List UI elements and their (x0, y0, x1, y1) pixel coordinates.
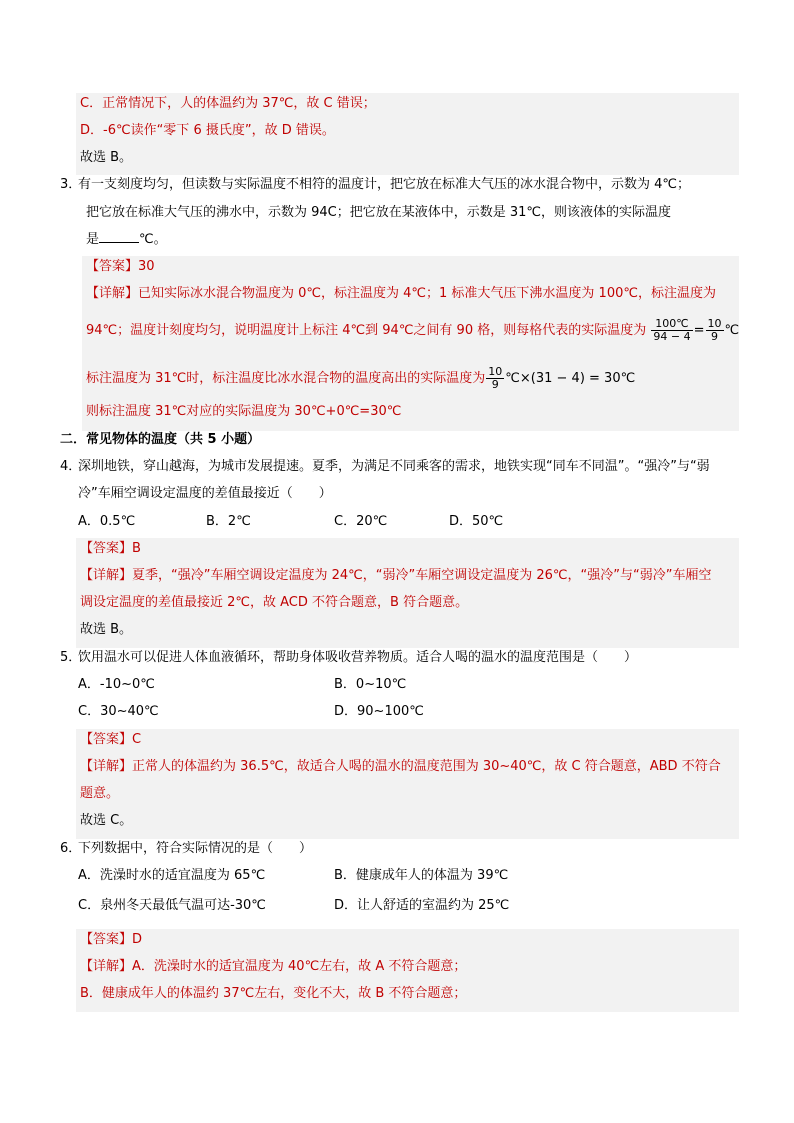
detail-line (86, 284, 716, 304)
detail-line-c: C．正常情况下，人的体温约为 37℃，故 C 错误； (80, 96, 376, 111)
choose-line: 故选 B。 (80, 622, 133, 637)
detail-line (80, 757, 721, 777)
answer-tag: 【答案】 (80, 932, 133, 947)
question-text-line: 深圳地铁，穿山越海，为城市发展提速。夏季，为满足不同乘客的需求，地铁实现“同车不同温”。“强冷”与“弱 (78, 459, 710, 474)
detail-line: 则标注温度 31℃对应的实际温度为 30℃+0℃=30℃ (86, 404, 402, 419)
fraction (486, 366, 504, 391)
question-text: ℃。 (139, 232, 167, 247)
question-text: 是 (86, 232, 100, 247)
choose-line: 故选 C。 (80, 813, 133, 828)
answer-tag: 【答案】 (80, 541, 133, 556)
option-d: D．让人舒适的室温约为 25℃ (334, 898, 510, 913)
answer-value: C (132, 732, 142, 747)
detail-tag: 【详解】 (80, 568, 133, 583)
fraction-numerator: 10 (707, 317, 722, 330)
detail-line: 调设定温度的差值最接近 2℃，故 ACD 不符合题意，B 符合题意。 (80, 595, 469, 610)
detail-text: 正常人的体温约为 36.5℃，故适合人喝的温水的温度范围为 30~40℃，故 C 符合题意，ABD 不符合 (132, 759, 721, 774)
answer-blank (99, 230, 139, 243)
question-text-line: 冷”车厢空调设定温度的差值最接近（ ） (78, 486, 332, 501)
answer-value: 30 (138, 259, 155, 274)
equals-sign: = (693, 323, 705, 338)
question-text-line (86, 230, 167, 250)
fraction (706, 318, 724, 343)
question-text-line: 饮用温水可以促进人体血液循环，帮助身体吸收营养物质。适合人喝的温水的温度范围是（ ） (78, 650, 638, 665)
question-text-line: 有一支刻度均匀，但读数与实际温度不相符的温度计，把它放在标准大气压的冰水混合物中，示数为 4℃； (78, 177, 691, 192)
question-number: 6． (60, 841, 82, 856)
question-number: 5． (60, 650, 82, 665)
answer-line (80, 539, 141, 559)
detail-text: 已知实际冰水混合物温度为 0℃，标注温度为 4℃；1 标准大气压下沸水温度为 100℃，标注温度为 (138, 286, 716, 301)
fraction-denominator: 9 (491, 378, 499, 391)
answer-value: B (132, 541, 141, 556)
answer-line (80, 930, 142, 950)
detail-line: 题意。 (80, 786, 120, 801)
answer-tag: 【答案】 (86, 259, 139, 274)
section-heading: 二．常见物体的温度（共 5 小题） (60, 432, 261, 447)
option-a: A．0.5℃ (78, 514, 136, 529)
option-c: C．30~40℃ (78, 704, 159, 719)
detail-line: B．健康成年人的体温约 37℃左右，变化不大，故 B 不符合题意； (80, 986, 467, 1001)
detail-text: 标注温度为 31℃时，标注温度比冰水混合物的温度高出的实际温度为 (86, 371, 486, 386)
fraction-denominator: 94 − 4 (653, 330, 691, 343)
answer-line (80, 730, 141, 750)
option-d: D．50℃ (449, 514, 504, 529)
fraction (651, 318, 692, 343)
fraction-numerator: 10 (488, 365, 503, 378)
detail-line (80, 566, 711, 586)
option-b: B．2℃ (206, 514, 251, 529)
question-number: 3． (60, 177, 82, 192)
option-b: B．健康成年人的体温为 39℃ (334, 868, 509, 883)
fraction-denominator: 9 (711, 330, 718, 343)
detail-tag: 【详解】 (86, 286, 139, 301)
answer-value: D (132, 932, 143, 947)
answer-line (86, 257, 155, 277)
detail-text: A．洗澡时水的适宜温度为 40℃左右，故 A 不符合题意； (132, 959, 467, 974)
option-a: A．洗澡时水的适宜温度为 65℃ (78, 868, 266, 883)
fraction-numerator: 100℃ (651, 318, 692, 331)
detail-line (80, 957, 466, 977)
option-c: C．泉州冬天最低气温可达-30℃ (78, 898, 266, 913)
detail-line-formula (86, 314, 739, 348)
detail-tag: 【详解】 (80, 959, 133, 974)
question-text-line: 下列数据中，符合实际情况的是（ ） (78, 841, 313, 856)
unit: ℃ (724, 323, 740, 338)
answer-block-q5 (76, 729, 739, 839)
option-c: C．20℃ (334, 514, 388, 529)
choose-line: 故选 B。 (80, 150, 133, 165)
answer-tag: 【答案】 (80, 732, 133, 747)
detail-line-d: D．-6℃读作“零下 6 摄氏度”，故 D 错误。 (80, 123, 335, 138)
option-a: A．-10~0℃ (78, 677, 155, 692)
formula-text: ℃×(31 − 4) = 30℃ (505, 371, 636, 386)
detail-text: 94℃；温度计刻度均匀，说明温度计上标注 4℃到 94℃之间有 90 格，则每格代表的实际温度为 (86, 323, 647, 338)
detail-tag: 【详解】 (80, 759, 133, 774)
detail-line-formula (86, 362, 635, 396)
detail-text: 夏季，“强冷”车厢空调设定温度为 24℃，“弱冷”车厢空调设定温度为 26℃，“强冷”与“弱冷”车厢空 (132, 568, 712, 583)
option-d: D．90~100℃ (334, 704, 424, 719)
question-text-line: 把它放在标准大气压的沸水中，示数为 94C；把它放在某液体中，示数是 31℃，则该液体的实际温度 (86, 205, 672, 220)
question-number: 4． (60, 459, 82, 474)
option-b: B．0~10℃ (334, 677, 407, 692)
